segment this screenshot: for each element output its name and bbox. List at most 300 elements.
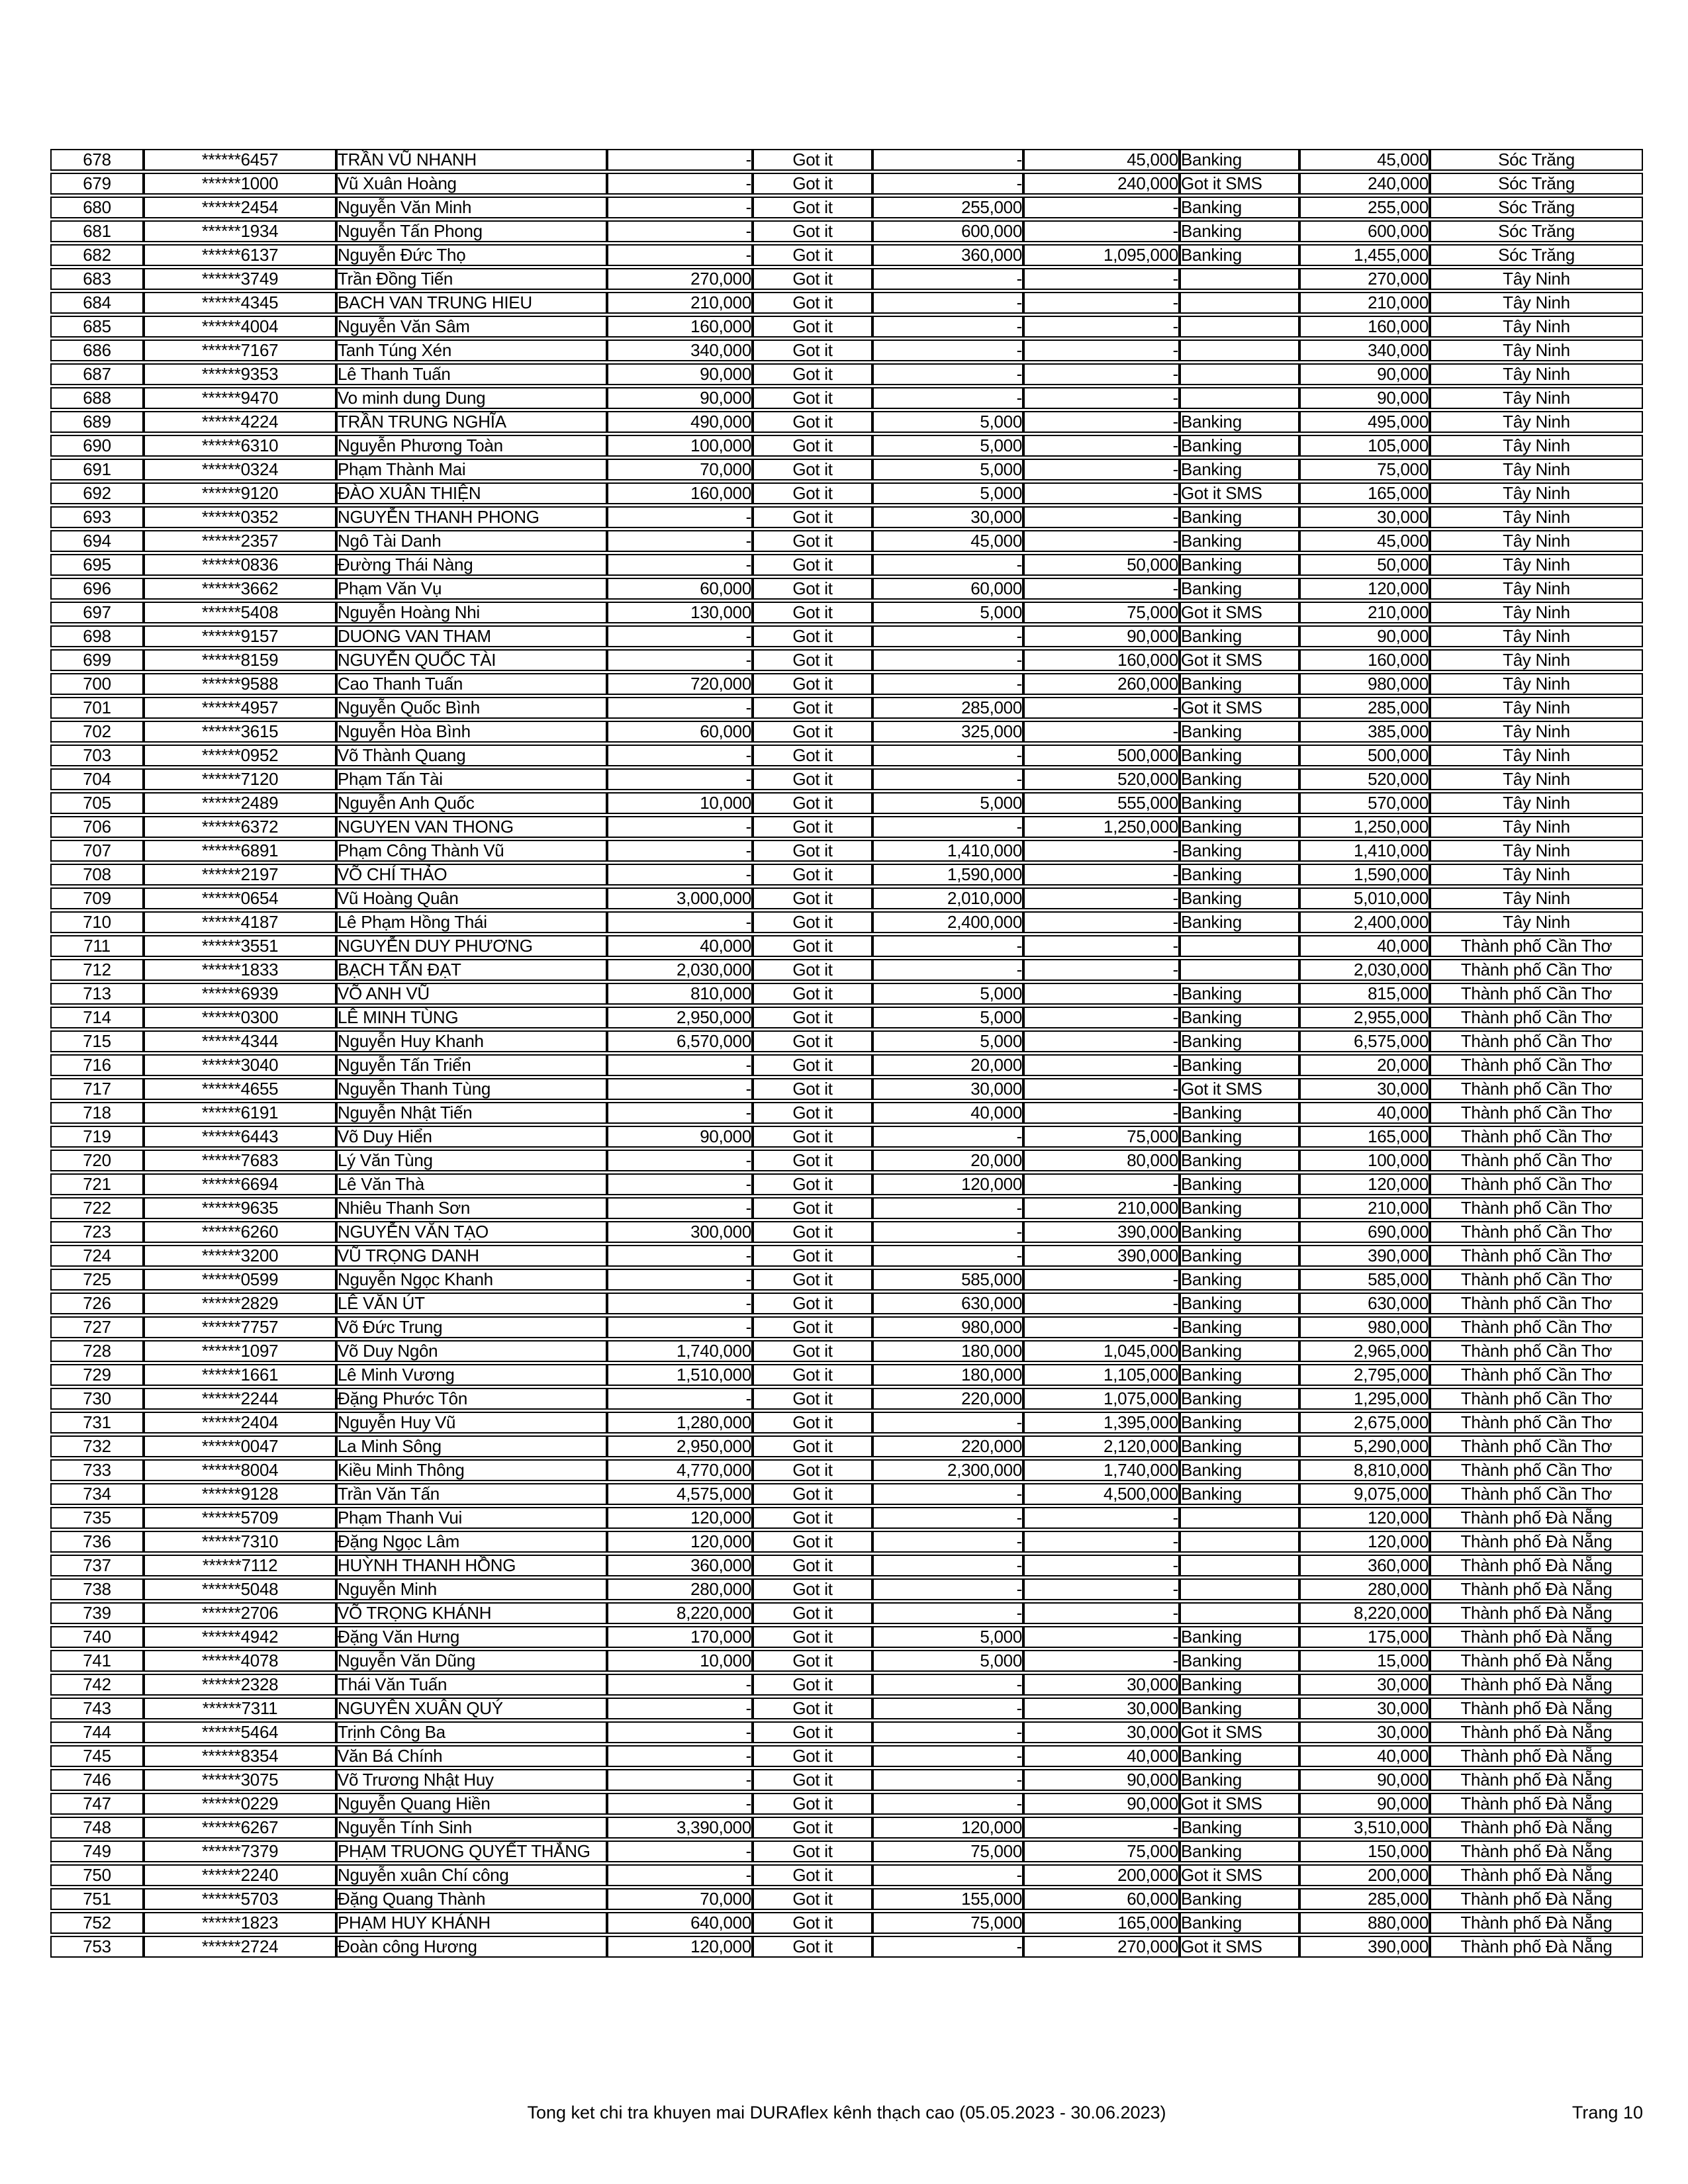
cell-payment-method: Banking: [1180, 816, 1299, 838]
cell-row-number: 696: [50, 578, 144, 600]
cell-name: Nguyễn Quang Hiền: [336, 1793, 607, 1815]
cell-payment-method: Banking: [1180, 1316, 1299, 1338]
cell-amount-1: -: [607, 173, 753, 195]
cell-row-number: 713: [50, 983, 144, 1005]
cell-row-number: 745: [50, 1745, 144, 1767]
cell-name: Phạm Thanh Vui: [336, 1507, 607, 1529]
cell-amount-3: 1,740,000: [1023, 1459, 1180, 1481]
cell-amount-1: 120,000: [607, 1936, 753, 1958]
cell-total: 200,000: [1299, 1864, 1430, 1886]
table-row: [50, 1864, 1643, 1886]
cell-province: Sóc Trăng: [1430, 197, 1643, 218]
cell-status: Got it: [753, 864, 872, 886]
cell-status: Got it: [753, 459, 872, 480]
cell-status: Got it: [753, 197, 872, 218]
cell-amount-1: 280,000: [607, 1578, 753, 1600]
cell-name: LÊ VĂN ÚT: [336, 1293, 607, 1314]
cell-status: Got it: [753, 1555, 872, 1576]
cell-phone-masked: ******6260: [144, 1221, 336, 1243]
cell-amount-1: 2,950,000: [607, 1435, 753, 1457]
cell-amount-1: 6,570,000: [607, 1030, 753, 1052]
table-row: [50, 1459, 1643, 1481]
cell-name: Nguyễn Văn Sâm: [336, 316, 607, 338]
cell-row-number: 751: [50, 1888, 144, 1910]
cell-payment-method: Banking: [1180, 506, 1299, 528]
cell-total: 815,000: [1299, 983, 1430, 1005]
cell-amount-2: -: [872, 340, 1023, 361]
cell-row-number: 708: [50, 864, 144, 886]
cell-payment-method: Banking: [1180, 435, 1299, 457]
cell-amount-3: 75,000: [1023, 1841, 1180, 1862]
cell-row-number: 681: [50, 220, 144, 242]
cell-row-number: 739: [50, 1602, 144, 1624]
cell-name: Nguyễn xuân Chí công: [336, 1864, 607, 1886]
cell-phone-masked: ******9353: [144, 363, 336, 385]
cell-amount-1: -: [607, 244, 753, 266]
cell-name: ĐÀO XUÂN THIỆN: [336, 482, 607, 504]
cell-status: Got it: [753, 1293, 872, 1314]
cell-province: Tây Ninh: [1430, 435, 1643, 457]
cell-amount-3: -: [1023, 840, 1180, 862]
cell-total: 520,000: [1299, 768, 1430, 790]
cell-amount-1: -: [607, 1150, 753, 1171]
cell-row-number: 685: [50, 316, 144, 338]
table-row: [50, 625, 1643, 647]
cell-name: Trần Đồng Tiến: [336, 268, 607, 290]
cell-amount-1: -: [607, 1269, 753, 1291]
cell-total: 90,000: [1299, 363, 1430, 385]
cell-province: Tây Ninh: [1430, 840, 1643, 862]
cell-amount-2: 285,000: [872, 697, 1023, 719]
cell-row-number: 692: [50, 482, 144, 504]
cell-status: Got it: [753, 316, 872, 338]
cell-status: Got it: [753, 1435, 872, 1457]
cell-amount-1: -: [607, 1054, 753, 1076]
cell-amount-3: -: [1023, 983, 1180, 1005]
cell-name: Lý Văn Tùng: [336, 1150, 607, 1171]
cell-phone-masked: ******3200: [144, 1245, 336, 1267]
cell-payment-method: Banking: [1180, 1674, 1299, 1696]
cell-phone-masked: ******0654: [144, 887, 336, 909]
cell-total: 255,000: [1299, 197, 1430, 218]
cell-total: 90,000: [1299, 625, 1430, 647]
table-row: [50, 1293, 1643, 1314]
cell-name: NGUYÊN XUÂN QUÝ: [336, 1698, 607, 1719]
cell-amount-2: -: [872, 1507, 1023, 1529]
cell-amount-3: -: [1023, 220, 1180, 242]
cell-name: VŨ TRỌNG DANH: [336, 1245, 607, 1267]
cell-amount-2: -: [872, 1745, 1023, 1767]
cell-amount-1: 210,000: [607, 292, 753, 314]
cell-total: 210,000: [1299, 1197, 1430, 1219]
cell-amount-1: 1,280,000: [607, 1412, 753, 1433]
cell-amount-3: -: [1023, 530, 1180, 552]
cell-amount-3: 45,000: [1023, 149, 1180, 171]
cell-status: Got it: [753, 1412, 872, 1433]
cell-province: Thành phố Đà Nẵng: [1430, 1507, 1643, 1529]
cell-row-number: 699: [50, 649, 144, 671]
cell-payment-method: [1180, 1555, 1299, 1576]
cell-province: Thành phố Đà Nẵng: [1430, 1793, 1643, 1815]
cell-row-number: 723: [50, 1221, 144, 1243]
cell-phone-masked: ******6443: [144, 1126, 336, 1148]
table-row: [50, 1054, 1643, 1076]
cell-name: Đặng Phước Tôn: [336, 1388, 607, 1410]
table-row: [50, 864, 1643, 886]
cell-status: Got it: [753, 220, 872, 242]
cell-name: VÕ ANH VŨ: [336, 983, 607, 1005]
cell-amount-1: 300,000: [607, 1221, 753, 1243]
cell-name: DUONG VAN THAM: [336, 625, 607, 647]
cell-name: Ngô Tài Danh: [336, 530, 607, 552]
cell-name: La Minh Sông: [336, 1435, 607, 1457]
cell-phone-masked: ******1000: [144, 173, 336, 195]
table-row: [50, 1602, 1643, 1624]
cell-province: Tây Ninh: [1430, 292, 1643, 314]
cell-name: Lê Phạm Hồng Thái: [336, 911, 607, 933]
cell-phone-masked: ******7379: [144, 1841, 336, 1862]
cell-amount-3: 90,000: [1023, 1793, 1180, 1815]
cell-total: 8,810,000: [1299, 1459, 1430, 1481]
cell-row-number: 742: [50, 1674, 144, 1696]
cell-phone-masked: ******6372: [144, 816, 336, 838]
cell-total: 50,000: [1299, 554, 1430, 576]
table-row: [50, 1793, 1643, 1815]
cell-status: Got it: [753, 768, 872, 790]
cell-name: Nguyễn Tính Sinh: [336, 1817, 607, 1839]
cell-province: Thành phố Đà Nẵng: [1430, 1841, 1643, 1862]
cell-amount-1: -: [607, 840, 753, 862]
cell-phone-masked: ******0836: [144, 554, 336, 576]
cell-name: PHẠM HUY KHÁNH: [336, 1912, 607, 1934]
cell-amount-3: -: [1023, 911, 1180, 933]
cell-amount-2: -: [872, 1531, 1023, 1553]
cell-status: Got it: [753, 292, 872, 314]
cell-payment-method: [1180, 387, 1299, 409]
cell-total: 165,000: [1299, 1126, 1430, 1148]
cell-row-number: 725: [50, 1269, 144, 1291]
cell-phone-masked: ******0324: [144, 459, 336, 480]
table-row: [50, 1340, 1643, 1362]
cell-status: Got it: [753, 602, 872, 623]
cell-total: 6,575,000: [1299, 1030, 1430, 1052]
cell-status: Got it: [753, 1674, 872, 1696]
cell-status: Got it: [753, 1912, 872, 1934]
cell-amount-1: -: [607, 1316, 753, 1338]
cell-phone-masked: ******9128: [144, 1483, 336, 1505]
cell-amount-3: -: [1023, 316, 1180, 338]
cell-total: 160,000: [1299, 649, 1430, 671]
cell-payment-method: [1180, 959, 1299, 981]
cell-province: Tây Ninh: [1430, 625, 1643, 647]
cell-amount-2: 60,000: [872, 578, 1023, 600]
cell-amount-3: -: [1023, 1030, 1180, 1052]
cell-name: Vũ Xuân Hoàng: [336, 173, 607, 195]
cell-amount-1: 60,000: [607, 578, 753, 600]
cell-phone-masked: ******2357: [144, 530, 336, 552]
cell-province: Thành phố Cần Thơ: [1430, 1030, 1643, 1052]
cell-province: Thành phố Cần Thơ: [1430, 935, 1643, 957]
cell-amount-1: -: [607, 1078, 753, 1100]
cell-amount-2: 360,000: [872, 244, 1023, 266]
cell-amount-3: 4,500,000: [1023, 1483, 1180, 1505]
table-row: [50, 1030, 1643, 1052]
cell-province: Thành phố Cần Thơ: [1430, 1459, 1643, 1481]
cell-total: 2,400,000: [1299, 911, 1430, 933]
cell-province: Thành phố Đà Nẵng: [1430, 1769, 1643, 1791]
cell-payment-method: Banking: [1180, 911, 1299, 933]
cell-amount-2: 1,590,000: [872, 864, 1023, 886]
cell-total: 120,000: [1299, 1173, 1430, 1195]
cell-phone-masked: ******6310: [144, 435, 336, 457]
cell-phone-masked: ******0952: [144, 745, 336, 766]
cell-status: Got it: [753, 530, 872, 552]
cell-row-number: 705: [50, 792, 144, 814]
cell-total: 1,250,000: [1299, 816, 1430, 838]
cell-phone-masked: ******3662: [144, 578, 336, 600]
cell-amount-2: -: [872, 1769, 1023, 1791]
table-row: [50, 149, 1643, 171]
table-row: [50, 1483, 1643, 1505]
cell-province: Thành phố Cần Thơ: [1430, 983, 1643, 1005]
cell-amount-3: -: [1023, 1054, 1180, 1076]
cell-row-number: 680: [50, 197, 144, 218]
cell-name: LÊ MINH TÙNG: [336, 1007, 607, 1028]
table-row: [50, 1316, 1643, 1338]
cell-amount-3: -: [1023, 1817, 1180, 1839]
cell-payment-method: [1180, 1531, 1299, 1553]
cell-payment-method: Got it SMS: [1180, 602, 1299, 623]
cell-name: Nguyễn Tấn Triển: [336, 1054, 607, 1076]
cell-total: 600,000: [1299, 220, 1430, 242]
cell-name: Võ Duy Hiển: [336, 1126, 607, 1148]
cell-payment-method: Banking: [1180, 1817, 1299, 1839]
cell-payment-method: Banking: [1180, 721, 1299, 743]
cell-province: Thành phố Đà Nẵng: [1430, 1698, 1643, 1719]
cell-payment-method: Banking: [1180, 1698, 1299, 1719]
cell-amount-2: 5,000: [872, 1030, 1023, 1052]
cell-amount-3: -: [1023, 864, 1180, 886]
cell-name: Nguyễn Thanh Tùng: [336, 1078, 607, 1100]
cell-amount-2: 2,300,000: [872, 1459, 1023, 1481]
table-row: [50, 482, 1643, 504]
cell-name: Phạm Thành Mai: [336, 459, 607, 480]
page-footer: [50, 2099, 1643, 2126]
cell-phone-masked: ******9588: [144, 673, 336, 695]
cell-payment-method: Banking: [1180, 197, 1299, 218]
table-row: [50, 1364, 1643, 1386]
table-row: [50, 1126, 1643, 1148]
cell-row-number: 712: [50, 959, 144, 981]
cell-phone-masked: ******9470: [144, 387, 336, 409]
cell-row-number: 703: [50, 745, 144, 766]
cell-amount-2: -: [872, 1602, 1023, 1624]
cell-phone-masked: ******2829: [144, 1293, 336, 1314]
table-row: [50, 721, 1643, 743]
cell-amount-1: 4,770,000: [607, 1459, 753, 1481]
cell-province: Thành phố Đà Nẵng: [1430, 1721, 1643, 1743]
table-row: [50, 435, 1643, 457]
cell-amount-2: 220,000: [872, 1435, 1023, 1457]
cell-name: Nguyễn Đức Thọ: [336, 244, 607, 266]
cell-province: Thành phố Cần Thơ: [1430, 1245, 1643, 1267]
cell-amount-2: 30,000: [872, 506, 1023, 528]
cell-status: Got it: [753, 911, 872, 933]
cell-amount-3: -: [1023, 435, 1180, 457]
cell-status: Got it: [753, 1650, 872, 1672]
cell-phone-masked: ******4004: [144, 316, 336, 338]
cell-amount-2: -: [872, 1126, 1023, 1148]
cell-phone-masked: ******7310: [144, 1531, 336, 1553]
cell-amount-1: 90,000: [607, 1126, 753, 1148]
cell-total: 105,000: [1299, 435, 1430, 457]
cell-province: Tây Ninh: [1430, 530, 1643, 552]
cell-name: Nguyễn Hoàng Nhi: [336, 602, 607, 623]
cell-row-number: 718: [50, 1102, 144, 1124]
cell-total: 880,000: [1299, 1912, 1430, 1934]
cell-amount-3: -: [1023, 292, 1180, 314]
cell-status: Got it: [753, 1245, 872, 1267]
cell-amount-3: -: [1023, 1007, 1180, 1028]
cell-row-number: 717: [50, 1078, 144, 1100]
cell-amount-1: -: [607, 697, 753, 719]
cell-phone-masked: ******3040: [144, 1054, 336, 1076]
cell-payment-method: Banking: [1180, 1054, 1299, 1076]
cell-amount-2: 180,000: [872, 1364, 1023, 1386]
table-row: [50, 887, 1643, 909]
cell-phone-masked: ******5464: [144, 1721, 336, 1743]
cell-amount-2: 980,000: [872, 1316, 1023, 1338]
cell-status: Got it: [753, 554, 872, 576]
cell-payment-method: Banking: [1180, 578, 1299, 600]
cell-status: Got it: [753, 387, 872, 409]
cell-province: Thành phố Cần Thơ: [1430, 1316, 1643, 1338]
cell-total: 120,000: [1299, 1531, 1430, 1553]
cell-amount-1: 490,000: [607, 411, 753, 433]
cell-total: 390,000: [1299, 1936, 1430, 1958]
cell-amount-3: -: [1023, 1578, 1180, 1600]
cell-row-number: 732: [50, 1435, 144, 1457]
cell-name: Cao Thanh Tuấn: [336, 673, 607, 695]
cell-amount-3: 30,000: [1023, 1674, 1180, 1696]
cell-amount-1: 340,000: [607, 340, 753, 361]
cell-name: Đặng Văn Hưng: [336, 1626, 607, 1648]
cell-province: Thành phố Cần Thơ: [1430, 1364, 1643, 1386]
cell-province: Thành phố Đà Nẵng: [1430, 1531, 1643, 1553]
cell-amount-1: 170,000: [607, 1626, 753, 1648]
cell-status: Got it: [753, 1483, 872, 1505]
cell-amount-3: -: [1023, 411, 1180, 433]
cell-total: 495,000: [1299, 411, 1430, 433]
cell-name: Nguyễn Minh: [336, 1578, 607, 1600]
cell-amount-2: 1,410,000: [872, 840, 1023, 862]
cell-row-number: 719: [50, 1126, 144, 1148]
cell-row-number: 702: [50, 721, 144, 743]
cell-amount-3: 160,000: [1023, 649, 1180, 671]
cell-row-number: 750: [50, 1864, 144, 1886]
cell-province: Tây Ninh: [1430, 745, 1643, 766]
cell-total: 2,675,000: [1299, 1412, 1430, 1433]
cell-amount-1: 810,000: [607, 983, 753, 1005]
cell-province: Thành phố Cần Thơ: [1430, 1007, 1643, 1028]
table-row: [50, 459, 1643, 480]
cell-province: Thành phố Đà Nẵng: [1430, 1912, 1643, 1934]
cell-amount-1: 10,000: [607, 1650, 753, 1672]
cell-phone-masked: ******5408: [144, 602, 336, 623]
cell-total: 980,000: [1299, 673, 1430, 695]
cell-name: VÕ TRỌNG KHÁNH: [336, 1602, 607, 1624]
cell-amount-2: -: [872, 768, 1023, 790]
table-row: [50, 1388, 1643, 1410]
cell-total: 340,000: [1299, 340, 1430, 361]
cell-amount-3: -: [1023, 1102, 1180, 1124]
table-row: [50, 1245, 1643, 1267]
cell-name: Võ Trương Nhật Huy: [336, 1769, 607, 1791]
table-row: [50, 959, 1643, 981]
cell-name: PHẠM TRUONG QUYẾT THẮNG: [336, 1841, 607, 1862]
cell-amount-1: -: [607, 1197, 753, 1219]
table-row: [50, 792, 1643, 814]
cell-amount-3: 520,000: [1023, 768, 1180, 790]
cell-name: Nguyễn Văn Minh: [336, 197, 607, 218]
cell-province: Thành phố Cần Thơ: [1430, 1197, 1643, 1219]
cell-row-number: 738: [50, 1578, 144, 1600]
cell-row-number: 716: [50, 1054, 144, 1076]
cell-province: Thành phố Đà Nẵng: [1430, 1936, 1643, 1958]
cell-amount-3: -: [1023, 578, 1180, 600]
cell-amount-2: 5,000: [872, 1007, 1023, 1028]
cell-amount-1: 90,000: [607, 363, 753, 385]
cell-status: Got it: [753, 435, 872, 457]
cell-province: Thành phố Đà Nẵng: [1430, 1674, 1643, 1696]
cell-amount-1: 40,000: [607, 935, 753, 957]
cell-amount-3: -: [1023, 1602, 1180, 1624]
cell-province: Sóc Trăng: [1430, 149, 1643, 171]
cell-amount-3: 390,000: [1023, 1221, 1180, 1243]
cell-payment-method: Got it SMS: [1180, 1078, 1299, 1100]
cell-payment-method: Got it SMS: [1180, 1721, 1299, 1743]
cell-name: NGUYỄN THANH PHONG: [336, 506, 607, 528]
table-row: [50, 935, 1643, 957]
cell-row-number: 753: [50, 1936, 144, 1958]
cell-province: Thành phố Cần Thơ: [1430, 1150, 1643, 1171]
cell-payment-method: Banking: [1180, 1626, 1299, 1648]
table-row: [50, 268, 1643, 290]
cell-total: 160,000: [1299, 316, 1430, 338]
table-row: [50, 1626, 1643, 1648]
cell-status: Got it: [753, 697, 872, 719]
cell-amount-3: 210,000: [1023, 1197, 1180, 1219]
cell-amount-3: -: [1023, 1078, 1180, 1100]
cell-row-number: 700: [50, 673, 144, 695]
cell-amount-3: 90,000: [1023, 625, 1180, 647]
cell-total: 120,000: [1299, 1507, 1430, 1529]
cell-province: Thành phố Đà Nẵng: [1430, 1745, 1643, 1767]
cell-total: 2,955,000: [1299, 1007, 1430, 1028]
cell-phone-masked: ******3551: [144, 935, 336, 957]
cell-row-number: 741: [50, 1650, 144, 1672]
cell-phone-masked: ******9635: [144, 1197, 336, 1219]
cell-province: Tây Ninh: [1430, 697, 1643, 719]
cell-status: Got it: [753, 1507, 872, 1529]
cell-amount-1: -: [607, 1841, 753, 1862]
cell-amount-1: 120,000: [607, 1507, 753, 1529]
cell-payment-method: Banking: [1180, 1197, 1299, 1219]
cell-status: Got it: [753, 149, 872, 171]
cell-payment-method: Banking: [1180, 1745, 1299, 1767]
table-row: [50, 1745, 1643, 1767]
cell-name: Kiều Minh Thông: [336, 1459, 607, 1481]
